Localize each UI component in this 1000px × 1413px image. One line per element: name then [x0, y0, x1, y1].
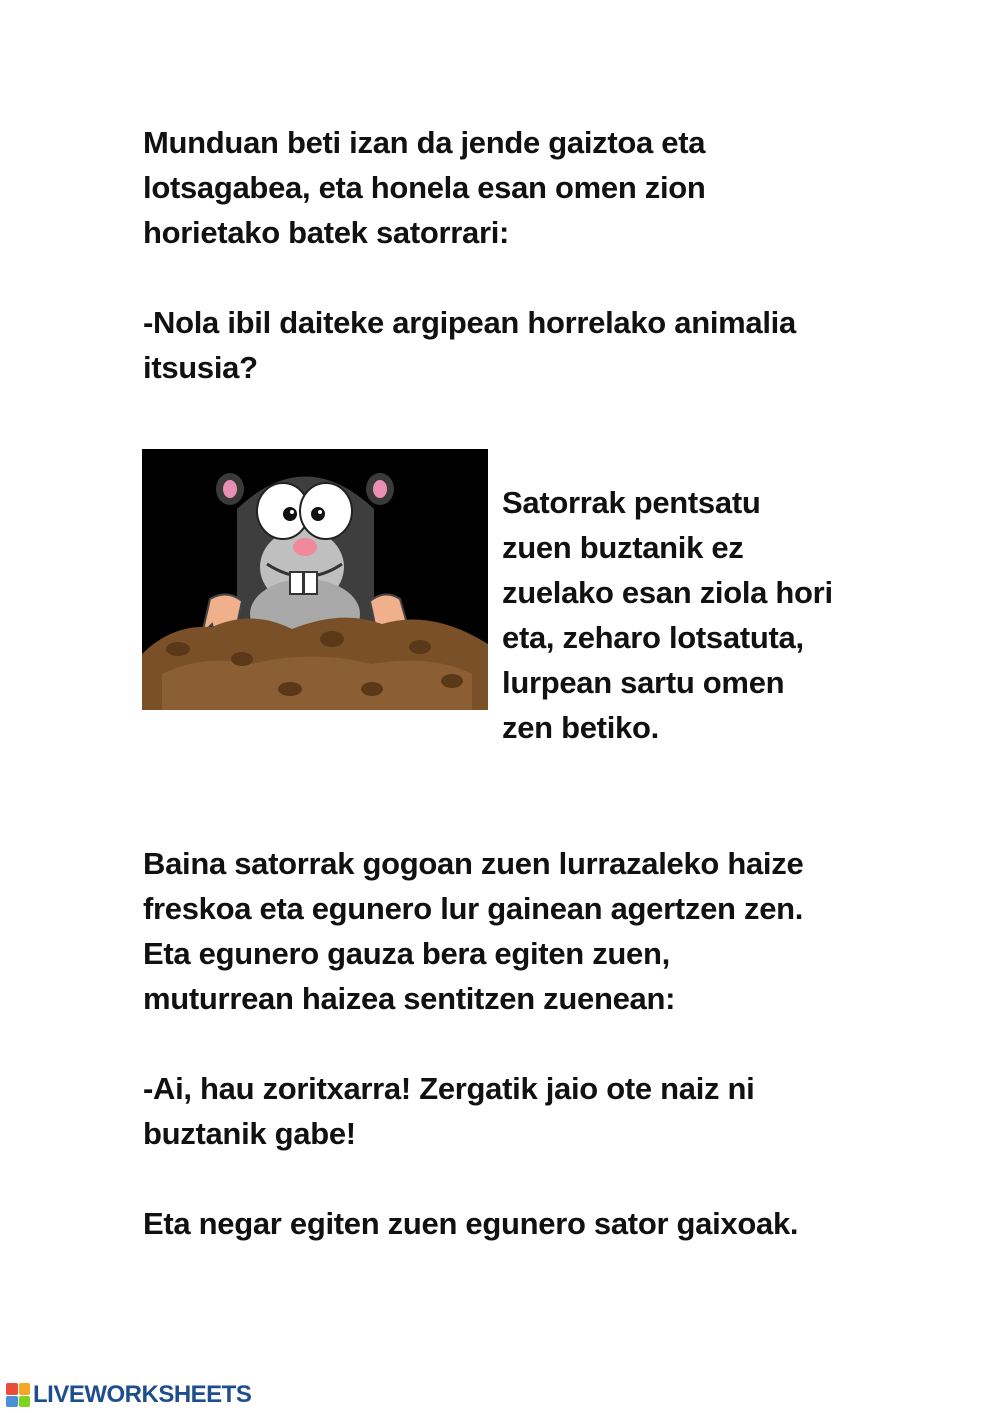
icon-square	[6, 1396, 18, 1408]
paragraph-intro	[143, 120, 706, 255]
text-line: zen betiko.	[502, 710, 659, 745]
text-line: Eta egunero gauza bera egiten zuen,	[143, 936, 670, 971]
paragraph-question	[143, 300, 796, 390]
paragraph-ending	[143, 1201, 798, 1246]
paragraph-beside-image	[502, 480, 833, 750]
text-line: -Ai, hau zoritxarra! Zergatik jaio ote naiz ni	[143, 1071, 755, 1106]
text-line: muturrean haizea sentitzen zuenean:	[143, 981, 676, 1016]
mole-icon	[142, 449, 488, 710]
icon-square	[19, 1383, 31, 1395]
text-line: -Nola ibil daiteke argipean horrelako animalia	[143, 305, 796, 340]
icon-square	[19, 1396, 31, 1408]
text-line: Eta negar egiten zuen egunero sator gaixoak.	[143, 1206, 799, 1241]
liveworksheets-icon	[6, 1383, 30, 1407]
text-line: zuen buztanik ez	[502, 530, 744, 565]
text-line: Satorrak pentsatu	[502, 485, 761, 520]
text-line: lurpean sartu omen	[502, 665, 785, 700]
text-line: Munduan beti izan da jende gaiztoa eta	[143, 125, 706, 160]
liveworksheets-logo[interactable]	[6, 1381, 251, 1409]
paragraph-fresh-air	[143, 841, 803, 1021]
text-line: zuelako esan ziola hori	[502, 575, 833, 610]
text-line: itsusia?	[143, 350, 258, 385]
mole-illustration	[142, 449, 488, 710]
text-line: lotsagabea, eta honela esan omen zion	[143, 170, 706, 205]
text-line: eta, zeharo lotsatuta,	[502, 620, 804, 655]
icon-square	[6, 1383, 18, 1395]
text-line: buztanik gabe!	[143, 1116, 356, 1151]
text-line: horietako batek satorrari:	[143, 215, 510, 250]
text-line: freskoa eta egunero lur gainean agertzen zen.	[143, 891, 804, 926]
text-line: Baina satorrak gogoan zuen lurrazaleko haize	[143, 846, 804, 881]
brand-name: LIVEWORKSHEETS	[33, 1381, 252, 1408]
paragraph-lament	[143, 1066, 754, 1156]
